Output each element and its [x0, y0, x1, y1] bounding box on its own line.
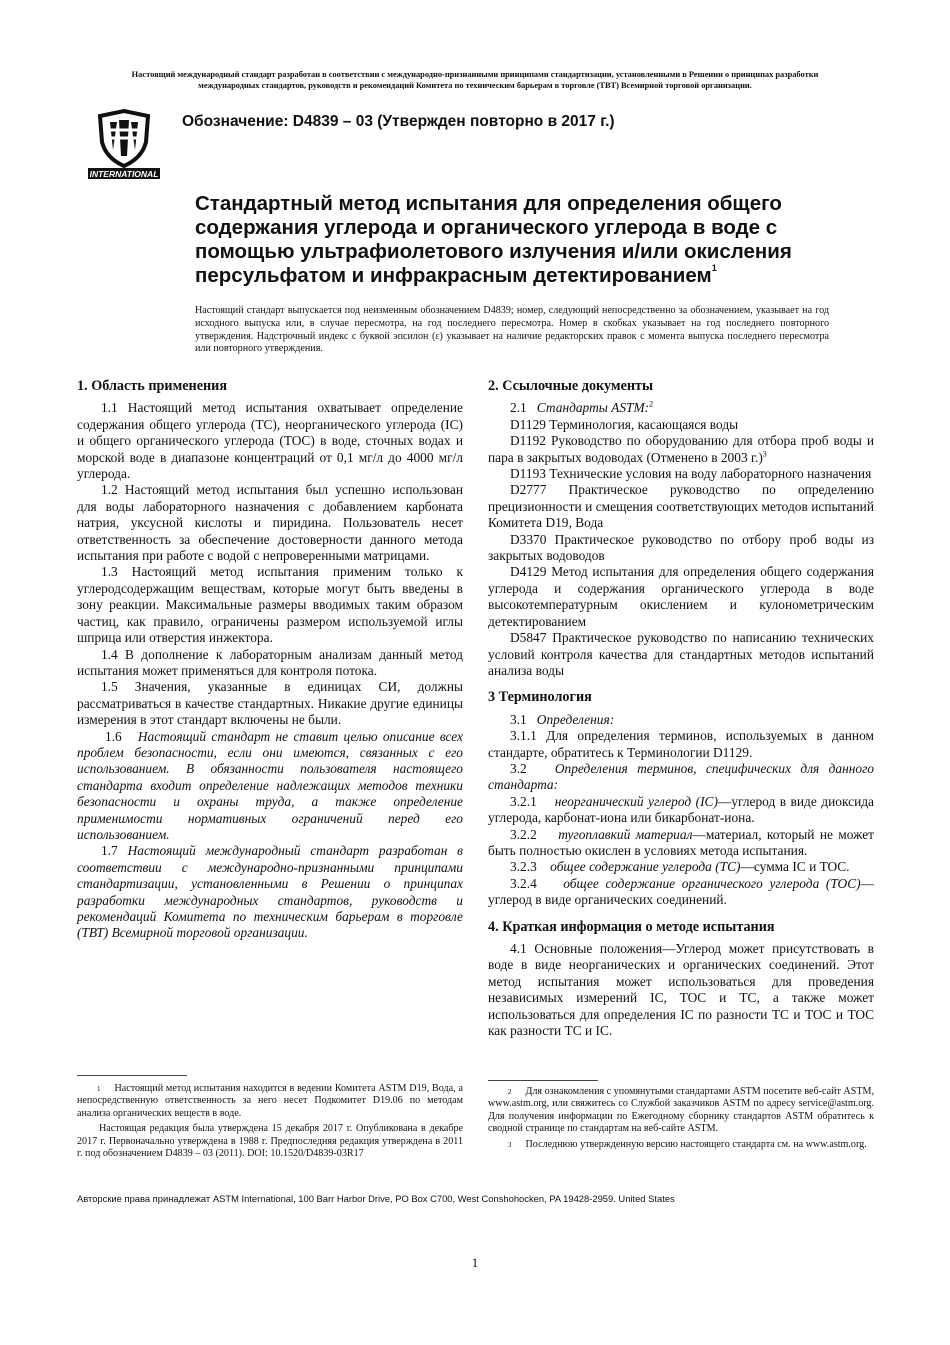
- para-1-7: [77, 843, 463, 941]
- para-3-2-1-text: —углерод в виде диоксида углерода, карбонат-иона или бикарбонат-иона.: [488, 793, 874, 826]
- section-1-heading: 1. Область применения: [77, 378, 228, 394]
- para-4-1: 4.1 Основные положения—Углерод может присутствовать в воде в виде неорганических и органических соединений. Этот метод испытания может использоваться для проведения независимых измерений IC, TOC и TC, а также может использоваться для определения IC по разности TC и TOC и TOC как разности TC и IC.: [488, 941, 874, 1039]
- para-1-1: 1.1 Настоящий метод испытания охватывает определение содержания общего углерода (TC), неорганического углерода (IC) и общего органического углерода (TOC) в воде, сточных водах и морской воде в диапазоне концентраций от 0,1 мг/л до 4000 мг/л углерода.: [77, 400, 463, 482]
- para-3-2: [488, 761, 874, 794]
- para-3-2-text: Определения терминов, специфических для данного стандарта:: [488, 760, 874, 793]
- para-3-2-1-term: неорганический углерод (IC): [554, 793, 718, 809]
- footnote-2-mark: 2: [508, 1088, 512, 1096]
- title-text: Стандартный метод испытания для определения общего содержания углерода и органического углерода в воде с помощью ультрафиолетового излучения и/или окисления персульфатом и инфракрасным детектированием: [195, 192, 792, 287]
- footnote-1: [77, 1083, 463, 1120]
- footnote-divider-left: [77, 1075, 187, 1076]
- ref-d1192-text: D1192 Руководство по оборудованию для отбора проб воды и пара в закрытых водоводах (Отменено в 2003 г.): [488, 433, 874, 465]
- footnote-2-text: Для ознакомления с упомянутыми стандартами ASTM посетите веб-сайт ASTM, www.astm.org, или свяжитесь со Службой заказчиков ASTM по адресу service@astm.org. Для получения информации по Ежегодному сборнику стандартов ASTM обратитесь к сводной странице по стандартам на веб-сайте ASTM.: [488, 1086, 874, 1135]
- para-3-2-4: [488, 876, 874, 909]
- para-3-2-1: [488, 794, 874, 827]
- astm-logo-icon: [86, 108, 162, 180]
- footnotes-right: [488, 1086, 874, 1154]
- ref-d1192-sup: 3: [762, 449, 767, 459]
- para-1-5: 1.5 Значения, указанные в единицах СИ, должны рассматриваться в качестве стандартных. Никакие другие единицы измерения в этот стандарт включены не были.: [77, 679, 463, 728]
- para-3-1-1: 3.1.1 Для определения терминов, используемых в данном стандарте, обратитесь к Терминологии D1129.: [488, 728, 874, 760]
- ref-d4129: D4129 Метод испытания для определения общего содержания углерода и содержания органического углерода в воде высокотемпературным окислением и кулонометрическим детектированием: [488, 564, 874, 629]
- top-notice-line-1: Настоящий международный стандарт разработан в соответствии с международно-признанными принципами стандартизации, установленными в Решении о принципах разработки: [131, 70, 819, 79]
- para-1-7-num: 1.7: [101, 843, 118, 859]
- para-3-2-2: [488, 827, 874, 860]
- footnote-divider-right: [488, 1080, 598, 1081]
- para-3-2-3-term: общее содержание углерода (TC): [550, 859, 741, 875]
- title-footnote-mark: 1: [711, 263, 717, 273]
- para-3-2-2-num: 3.2.2: [510, 826, 537, 842]
- section-3-heading: 3 Терминология: [488, 689, 592, 706]
- ref-d1192: [488, 433, 874, 466]
- footnotes-left: [77, 1083, 463, 1163]
- right-column: [488, 378, 874, 1039]
- astm-logo: [86, 108, 162, 180]
- para-3-2-4-num: 3.2.4: [510, 875, 537, 891]
- designation: Обозначение: D4839 – 03 (Утвержден повторно в 2017 г.): [182, 113, 615, 130]
- document-title: [195, 192, 835, 288]
- para-1-6: [77, 729, 463, 844]
- left-column: [77, 378, 463, 942]
- para-2-1: [488, 400, 874, 416]
- top-notice: [100, 70, 850, 91]
- top-notice-line-2: международных стандартов, руководств и рекомендаций Комитета по техническим барьерам в торговле (ТВТ) Всемирной торговой организации.: [198, 80, 752, 90]
- para-2-1-text: Стандарты ASTM:: [536, 400, 650, 416]
- ref-d3370: D3370 Практическое руководство по отбору проб воды из закрытых водоводов: [488, 531, 874, 564]
- footnote-2: [488, 1086, 874, 1136]
- para-1-4: 1.4 В дополнение к лабораторным анализам данный метод испытания может применяться для контроля потока.: [77, 646, 463, 678]
- para-3-2-1-num: 3.2.1: [510, 793, 537, 809]
- ref-d1193: D1193 Технические условия на воду лабораторного назначения: [510, 466, 872, 482]
- issuance-note: Настоящий стандарт выпускается под неизменным обозначением D4839; номер, следующий непосредственно за обозначением, указывает на год исходного выпуска или, в случае пересмотра, на год последнего пересмотра. Номер в скобках указывает на год последнего повторного утверждения. Надстрочный индекс с буквой эпсилон (ε) указывает на наличие редакторских правок с момента выпуска последнего пересмотра или повторного утверждения.: [195, 305, 829, 355]
- ref-d2777: D2777 Практическое руководство по определению прецизионности и смещения соответствующих методов испытаний Комитета D19, Вода: [488, 482, 874, 531]
- para-3-2-3-text: —сумма IC и TOC.: [740, 859, 850, 875]
- para-3-2-4-text: —углерод в виде органических соединений.: [488, 875, 875, 908]
- para-3-1-text: Определения:: [536, 711, 615, 727]
- footnote-3: [488, 1139, 874, 1151]
- section-4-heading: 4. Краткая информация о методе испытания: [488, 918, 775, 935]
- copyright-line: Авторские права принадлежат ASTM International, 100 Barr Harbor Drive, PO Box C700, West Conshohocken, PA 19428-2959. United States: [77, 1193, 675, 1204]
- para-2-1-sup: 2: [649, 399, 654, 409]
- para-1-2: 1.2 Настоящий метод испытания был успешно использован для воды лабораторного назначения с добавлением карбоната натрия, уксусной кислоты и пиридина. Пользователь несет ответственность за обеспечение достоверности данного метода испытания при работе с водой с непроверенными матрицами.: [77, 482, 463, 564]
- para-3-1-num: 3.1: [510, 711, 527, 727]
- footnote-1-revision: Настоящая редакция была утверждена 15 декабря 2017 г. Опубликована в декабре 2017 г. Первоначально утверждена в 1988 г. Предпоследняя редакция утверждена в 2011 г. под обозначением D4839 – 03 (2011). DOI: 10.1520/D4839-03R17: [77, 1123, 463, 1160]
- footnote-3-text: Последнюю утвержденную версию настоящего стандарта см. на www.astm.org.: [525, 1138, 867, 1150]
- footnote-1-text: Настоящий метод испытания находится в ведении Комитета ASTM D19, Вода, а непосредственную ответственность за него несет Подкомитет D19.06 по методам анализа органических веществ в воде.: [77, 1083, 463, 1119]
- para-3-2-2-term: тугоплавкий материал: [558, 826, 693, 842]
- para-1-3: 1.3 Настоящий метод испытания применим только к углеродсодержащим веществам, которые могут быть введены в зону реакции. Максимальные размеры вводимых таким образом частиц, как правило, ограничены размером используемой иглы шприца или отверстия инжектора.: [77, 564, 463, 646]
- para-1-7-text: Настоящий международный стандарт разработан в соответствии с международно-признанными принципами стандартизации, установленными в Решении о принципах разработки международных стандартов, руководств и рекомендаций Комитета по техническим барьерам в торговле (ТВТ) Всемирной торговой организации.: [77, 843, 463, 941]
- ref-d1129: D1129 Терминология, касающаяся воды: [510, 416, 739, 432]
- para-1-6-text: Настоящий стандарт не ставит целью описание всех проблем безопасности, если они имеются, связанных с его использованием. В обязанности пользователя настоящего стандарта входит определение надлежащих методов техники безопасности и охраны труда, а также определение применимости нормативных ограничений перед его использованием.: [77, 728, 463, 842]
- para-3-2-3: [488, 859, 874, 875]
- para-2-1-num: 2.1: [510, 400, 527, 416]
- para-3-2-4-term: общее содержание органического углерода (TOC): [563, 875, 861, 891]
- footnote-1-mark: 1: [97, 1085, 101, 1093]
- para-3-2-2-text: —материал, который не может быть полностью окислен в условиях метода испытания.: [488, 826, 874, 858]
- ref-d5847: D5847 Практическое руководство по написанию технических условий контроля качества для стандартных методов испытаний анализа воды: [488, 630, 874, 678]
- para-3-2-3-num: 3.2.3: [510, 859, 537, 875]
- section-2-heading: 2. Ссылочные документы: [488, 378, 654, 394]
- logo-text: INTERNATIONAL: [89, 169, 159, 179]
- footnote-3-mark: 3: [508, 1140, 512, 1149]
- page-number: 1: [471, 1255, 479, 1270]
- para-3-2-num: 3.2: [510, 760, 527, 776]
- para-3-1: [488, 712, 874, 728]
- para-1-6-num: 1.6: [105, 728, 122, 744]
